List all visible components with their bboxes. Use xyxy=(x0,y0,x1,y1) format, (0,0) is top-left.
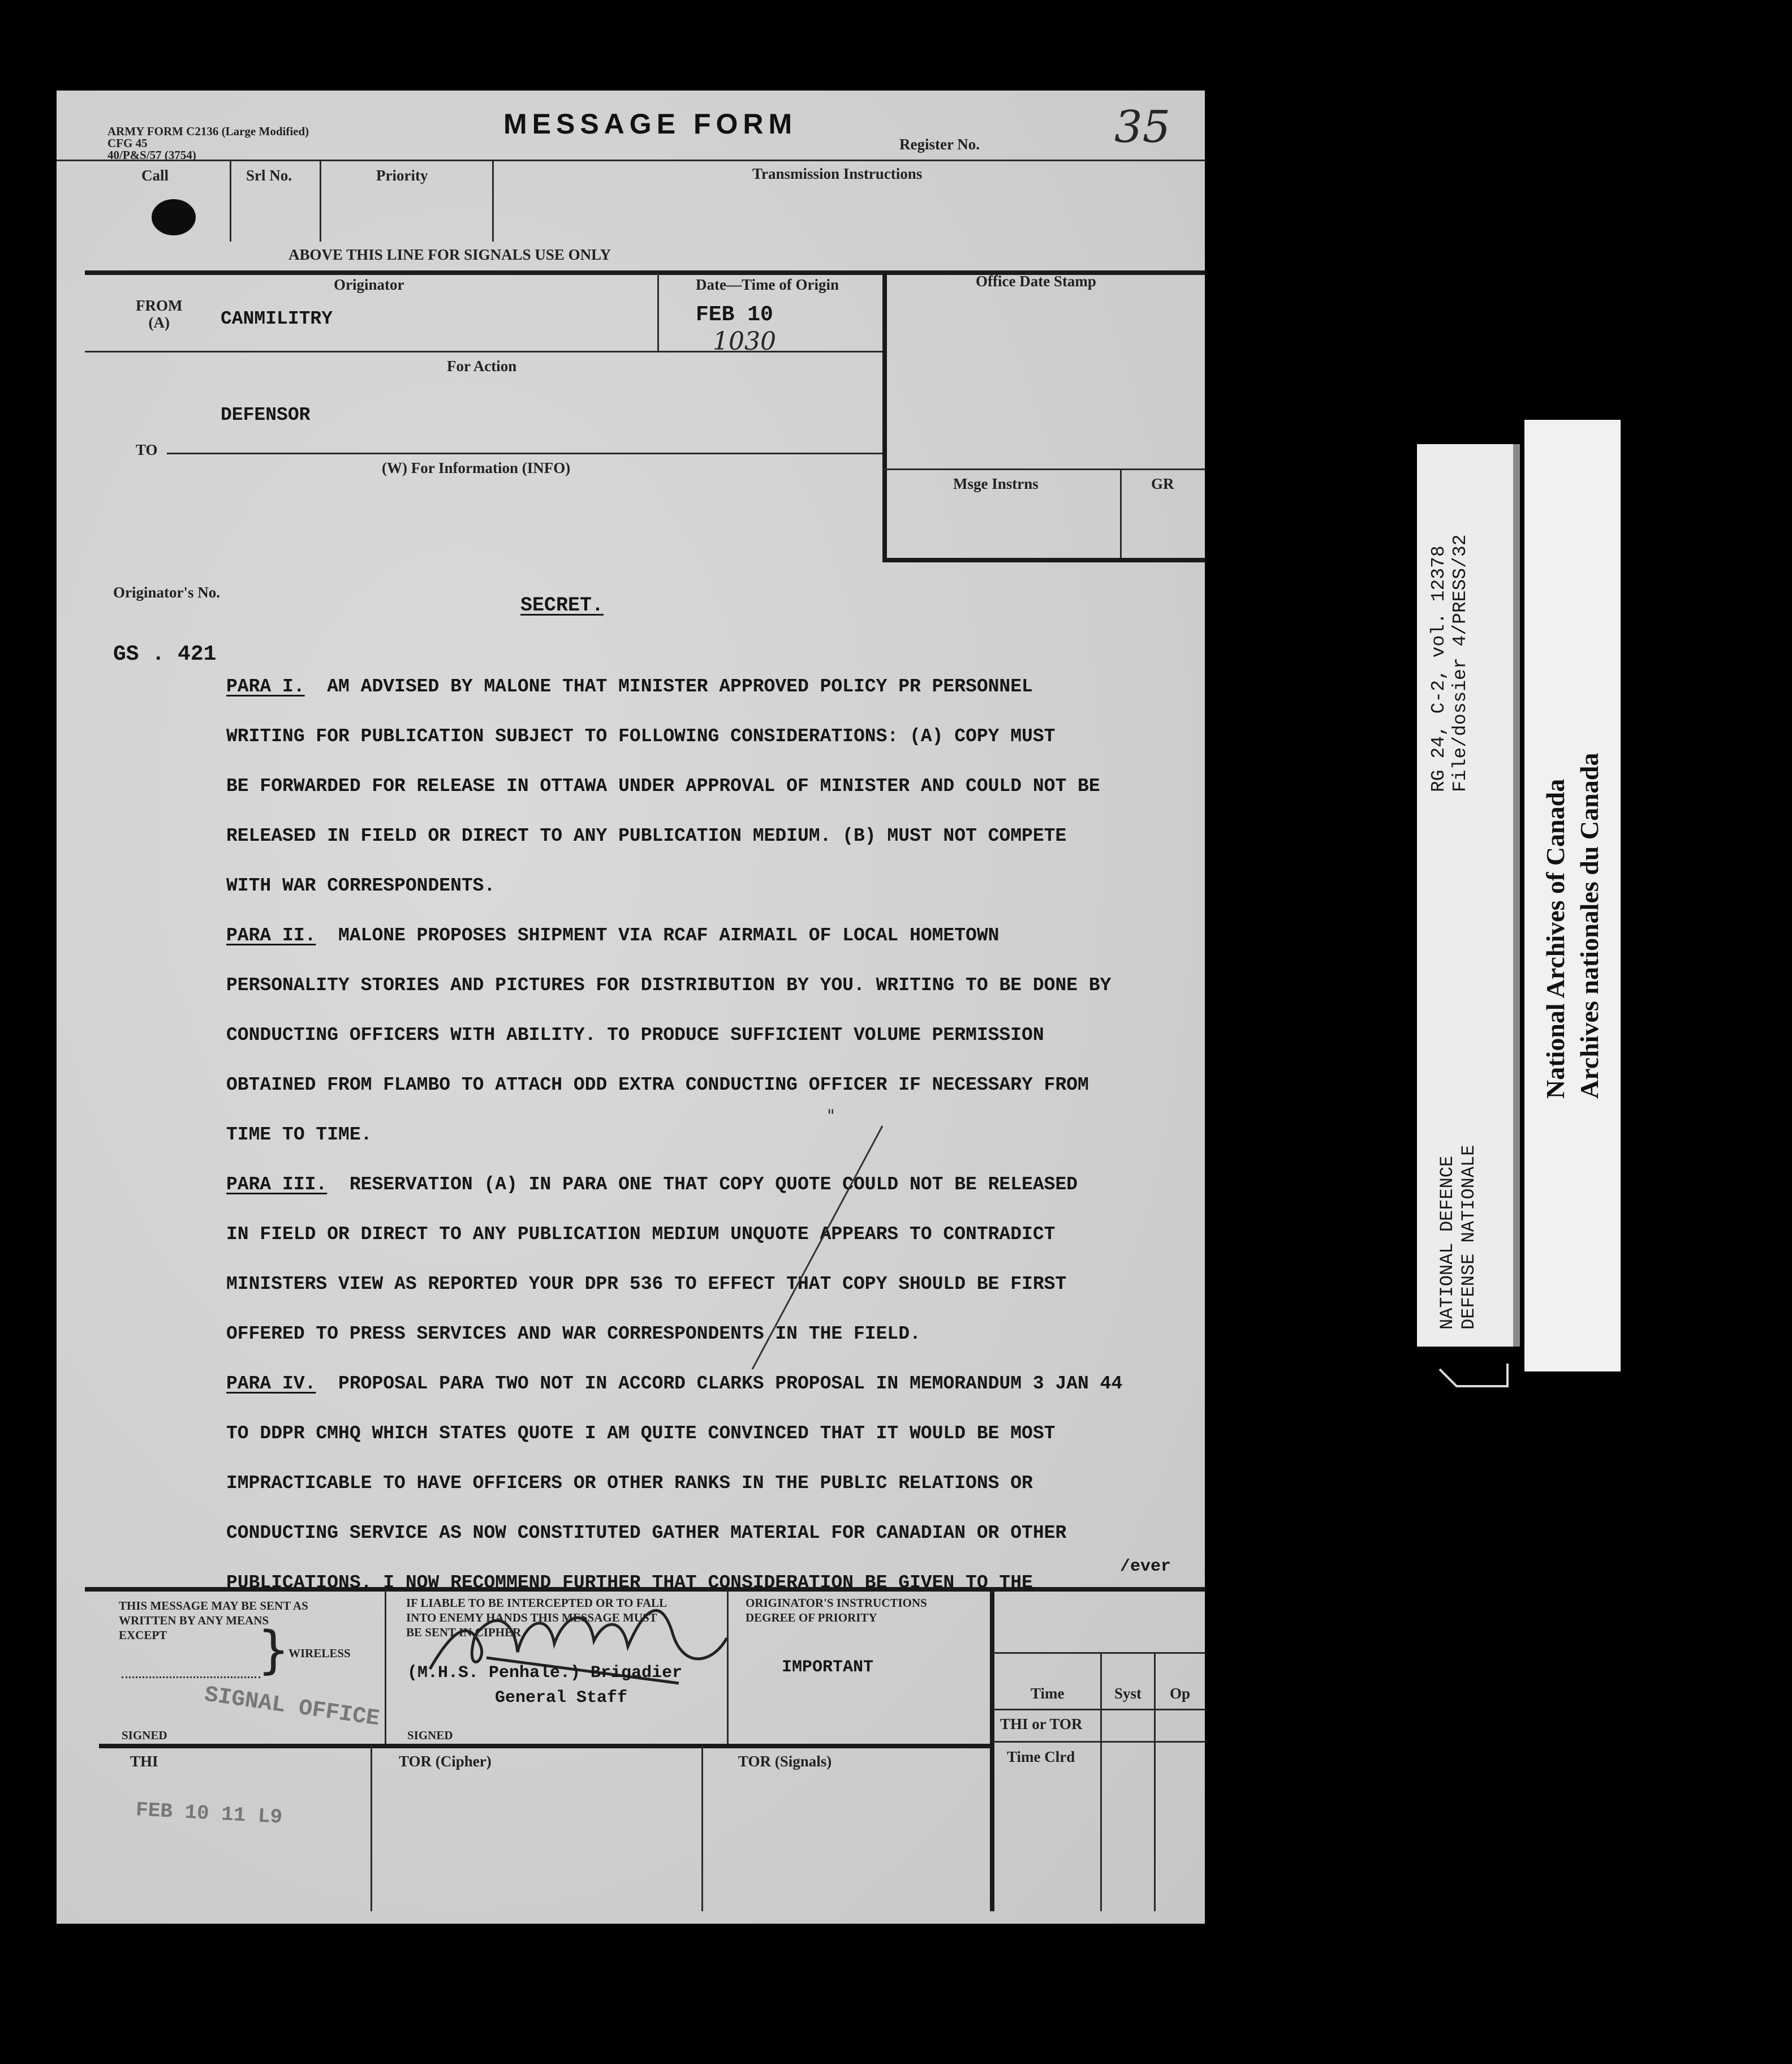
rule xyxy=(882,468,1205,470)
signer-block xyxy=(407,1661,682,1710)
rule xyxy=(657,273,659,352)
bracket-stroke xyxy=(1440,1364,1507,1386)
cipher-line3: BE SENT IN CIPHER xyxy=(406,1626,522,1639)
from-sub-label: (A) xyxy=(148,314,170,331)
signed-label-mid: SIGNED xyxy=(407,1728,453,1742)
para4-heading: PARA IV. xyxy=(226,1373,316,1394)
para4-line: CONDUCTING SERVICE AS NOW CONSTITUTED GATHER MATERIAL FOR CANADIAN OR OTHER xyxy=(226,1523,1067,1543)
ink-blot xyxy=(152,199,196,235)
originator-instructions xyxy=(746,1596,927,1625)
cipher-line2: INTO ENEMY HANDS THIS MESSAGE MUST xyxy=(406,1611,657,1624)
archive-reference-strip xyxy=(1417,444,1513,1347)
date-label: Date—Time of Origin xyxy=(696,276,839,293)
rule xyxy=(230,160,231,242)
para2-heading: PARA II. xyxy=(226,925,316,946)
time-value: 1030 xyxy=(713,327,776,356)
quote-mark: " xyxy=(827,1106,835,1126)
para3-line: MINISTERS VIEW AS REPORTED YOUR DPR 536 TO EFFECT THAT COPY SHOULD BE FIRST xyxy=(226,1274,1067,1295)
srl-label: Srl No. xyxy=(246,167,292,184)
form-code-line3: 40/P&S/57 (3754) xyxy=(107,148,196,162)
form-code xyxy=(107,126,309,161)
classification: SECRET. xyxy=(520,594,604,617)
form-code-line2: CFG 45 xyxy=(107,136,148,150)
signer-title: General Staff xyxy=(495,1688,628,1708)
rule xyxy=(320,160,321,242)
rule xyxy=(993,1652,1205,1654)
na-line1: National Archives of Canada xyxy=(1541,779,1570,1099)
rule xyxy=(993,1709,1205,1710)
rule xyxy=(701,1746,703,1911)
para4-line-text: PROPOSAL PARA TWO NOT IN ACCORD CLARKS PROPOSAL IN MEMORANDUM 3 JAN 44 xyxy=(338,1373,1123,1394)
instr-line1: ORIGINATOR'S INSTRUCTIONS xyxy=(746,1596,927,1610)
wireless-label: WIRELESS xyxy=(288,1646,351,1660)
para4-line: TO DDPR CMHQ WHICH STATES QUOTE I AM QUITE CONVINCED THAT IT WOULD BE MOST xyxy=(226,1423,1056,1444)
para1-line: WITH WAR CORRESPONDENTS. xyxy=(226,875,496,896)
means-line3: EXCEPT xyxy=(119,1628,167,1642)
rule xyxy=(1100,1652,1102,1911)
bracket-icon xyxy=(1434,1355,1513,1395)
over-note: /ever xyxy=(1120,1557,1171,1576)
para4-line: IMPRACTICABLE TO HAVE OFFICERS OR OTHER RANKS IN THE PUBLIC RELATIONS OR xyxy=(226,1473,1033,1494)
thi-tor-label: THI or TOR xyxy=(1000,1715,1083,1732)
para3-line xyxy=(226,1160,1199,1210)
rule xyxy=(85,351,882,352)
to-value: DEFENSOR xyxy=(221,405,311,425)
national-archives-label xyxy=(1539,753,1606,1099)
signer-name: (M.H.S. Penhale.) Brigadier xyxy=(407,1663,683,1683)
tor-cipher-label: TOR (Cipher) xyxy=(399,1753,492,1770)
para2-line: TIME TO TIME. xyxy=(226,1124,372,1145)
para1-line: RELEASED IN FIELD OR DIRECT TO ANY PUBLICATION MEDIUM. (B) MUST NOT COMPETE xyxy=(226,825,1067,846)
strip-shadow xyxy=(1513,444,1520,1347)
means-line2: WRITTEN BY ANY MEANS xyxy=(119,1614,269,1627)
time-column-header: Time xyxy=(1031,1685,1065,1702)
form-code-line1: ARMY FORM C2136 (Large Modified) xyxy=(107,124,309,138)
para2-line: PERSONALITY STORIES AND PICTURES FOR DISTRIBUTION BY YOU. WRITING TO BE DONE BY xyxy=(226,975,1112,996)
rule xyxy=(99,1744,993,1748)
rule xyxy=(1120,468,1122,559)
time-clrd-label: Time Clrd xyxy=(1007,1748,1075,1765)
rule xyxy=(167,453,882,454)
archive-reference xyxy=(1428,535,1471,792)
archive-ref-line2: File/dossier 4/PRESS/32 xyxy=(1450,534,1471,792)
para1-line-text: AM ADVISED BY MALONE THAT MINISTER APPROVED POLICY PR PERSONNEL xyxy=(327,676,1033,697)
message-form-sheet xyxy=(57,91,1205,1924)
rule xyxy=(371,1746,372,1911)
signal-office-stamp: SIGNAL OFFICE xyxy=(203,1682,381,1732)
page-number: 35 xyxy=(1114,102,1171,153)
reference-number: GS . 421 xyxy=(113,642,217,666)
para3-heading: PARA III. xyxy=(226,1174,328,1195)
archive-ref-line1: RG 24, C-2, vol. 12378 xyxy=(1428,545,1449,792)
from-label-group xyxy=(136,297,182,331)
nd-line1: NATIONAL DEFENCE xyxy=(1437,1155,1458,1330)
from-label: FROM xyxy=(136,297,183,314)
thi-date-stamp: FEB 10 11 L9 xyxy=(135,1798,283,1829)
rule xyxy=(385,1590,386,1744)
rule xyxy=(990,1590,994,1911)
means-line1: THIS MESSAGE MAY BE SENT AS xyxy=(119,1599,308,1612)
para3-line-text: RESERVATION (A) IN PARA ONE THAT COPY QUOTE COULD NOT BE RELEASED xyxy=(349,1174,1078,1195)
nd-line2: DEFENSE NATIONALE xyxy=(1458,1145,1479,1330)
syst-column-header: Syst xyxy=(1114,1685,1142,1702)
para1-line: BE FORWARDED FOR RELEASE IN OTTAWA UNDER APPROVAL OF MINISTER AND COULD NOT BE xyxy=(226,776,1100,797)
signals-note: ABOVE THIS LINE FOR SIGNALS USE ONLY xyxy=(288,246,611,263)
na-line2: Archives nationales du Canada xyxy=(1575,752,1604,1099)
info-label: (W) For Information (INFO) xyxy=(382,459,571,476)
tor-signals-label: TOR (Signals) xyxy=(738,1753,832,1770)
from-value: CANMILITRY xyxy=(221,308,333,329)
para2-line: CONDUCTING OFFICERS WITH ABILITY. TO PRODUCE SUFFICIENT VOLUME PERMISSION xyxy=(226,1025,1044,1046)
rule xyxy=(492,160,494,242)
national-defence-label xyxy=(1437,1145,1480,1330)
para4-line xyxy=(226,1359,1199,1409)
cipher-line1: IF LIABLE TO BE INTERCEPTED OR TO FALL xyxy=(406,1596,667,1610)
thi-label: THI xyxy=(130,1753,158,1770)
brace-icon: } xyxy=(257,1620,290,1680)
originators-no-label: Originator's No. xyxy=(113,584,220,601)
para2-line: OBTAINED FROM FLAMBO TO ATTACH ODD EXTRA CONDUCTING OFFICER IF NECESSARY FROM xyxy=(226,1074,1089,1095)
para1-line xyxy=(226,662,1199,712)
rule xyxy=(882,558,1205,562)
rule xyxy=(993,1741,1205,1743)
rule xyxy=(882,273,887,561)
rule xyxy=(57,160,1205,161)
means-dotted-line xyxy=(122,1661,260,1678)
msge-label: Msge Instrns xyxy=(953,475,1039,492)
para3-line: OFFERED TO PRESS SERVICES AND WAR CORRESPONDENTS IN THE FIELD. xyxy=(226,1323,921,1344)
message-body xyxy=(226,662,1199,1608)
priority-label: Priority xyxy=(376,167,428,184)
para4-line: PUBLICATIONS. I NOW RECOMMEND FURTHER THAT CONSIDERATION BE GIVEN TO THE xyxy=(226,1572,1033,1593)
national-archives-strip xyxy=(1524,420,1621,1371)
op-column-header: Op xyxy=(1170,1685,1191,1702)
for-action-label: For Action xyxy=(447,358,517,375)
date-value: FEB 10 xyxy=(696,303,773,327)
rule xyxy=(1154,1652,1156,1911)
gr-label: GR xyxy=(1151,475,1174,492)
register-label: Register No. xyxy=(899,136,980,153)
signed-label-left: SIGNED xyxy=(122,1728,167,1742)
priority-value: IMPORTANT xyxy=(782,1658,874,1677)
to-label: TO xyxy=(136,441,158,458)
originator-label: Originator xyxy=(334,276,404,293)
form-title: MESSAGE FORM xyxy=(503,108,798,140)
para2-line xyxy=(226,911,1199,961)
correction-mark xyxy=(741,1115,899,1375)
office-stamp-label: Office Date Stamp xyxy=(976,273,1096,290)
para3-line: IN FIELD OR DIRECT TO ANY PUBLICATION MEDIUM UNQUOTE APPEARS TO CONTRADICT xyxy=(226,1224,1056,1245)
para2-line-text: MALONE PROPOSES SHIPMENT VIA RCAF AIRMAIL OF LOCAL HOMETOWN xyxy=(338,925,1000,946)
instr-line2: DEGREE OF PRIORITY xyxy=(746,1611,877,1624)
transmission-label: Transmission Instructions xyxy=(752,165,923,182)
call-label: Call xyxy=(141,167,169,184)
para1-heading: PARA I. xyxy=(226,676,305,697)
correction-stroke xyxy=(752,1126,882,1369)
para1-line: WRITING FOR PUBLICATION SUBJECT TO FOLLOWING CONSIDERATIONS: (A) COPY MUST xyxy=(226,726,1056,747)
